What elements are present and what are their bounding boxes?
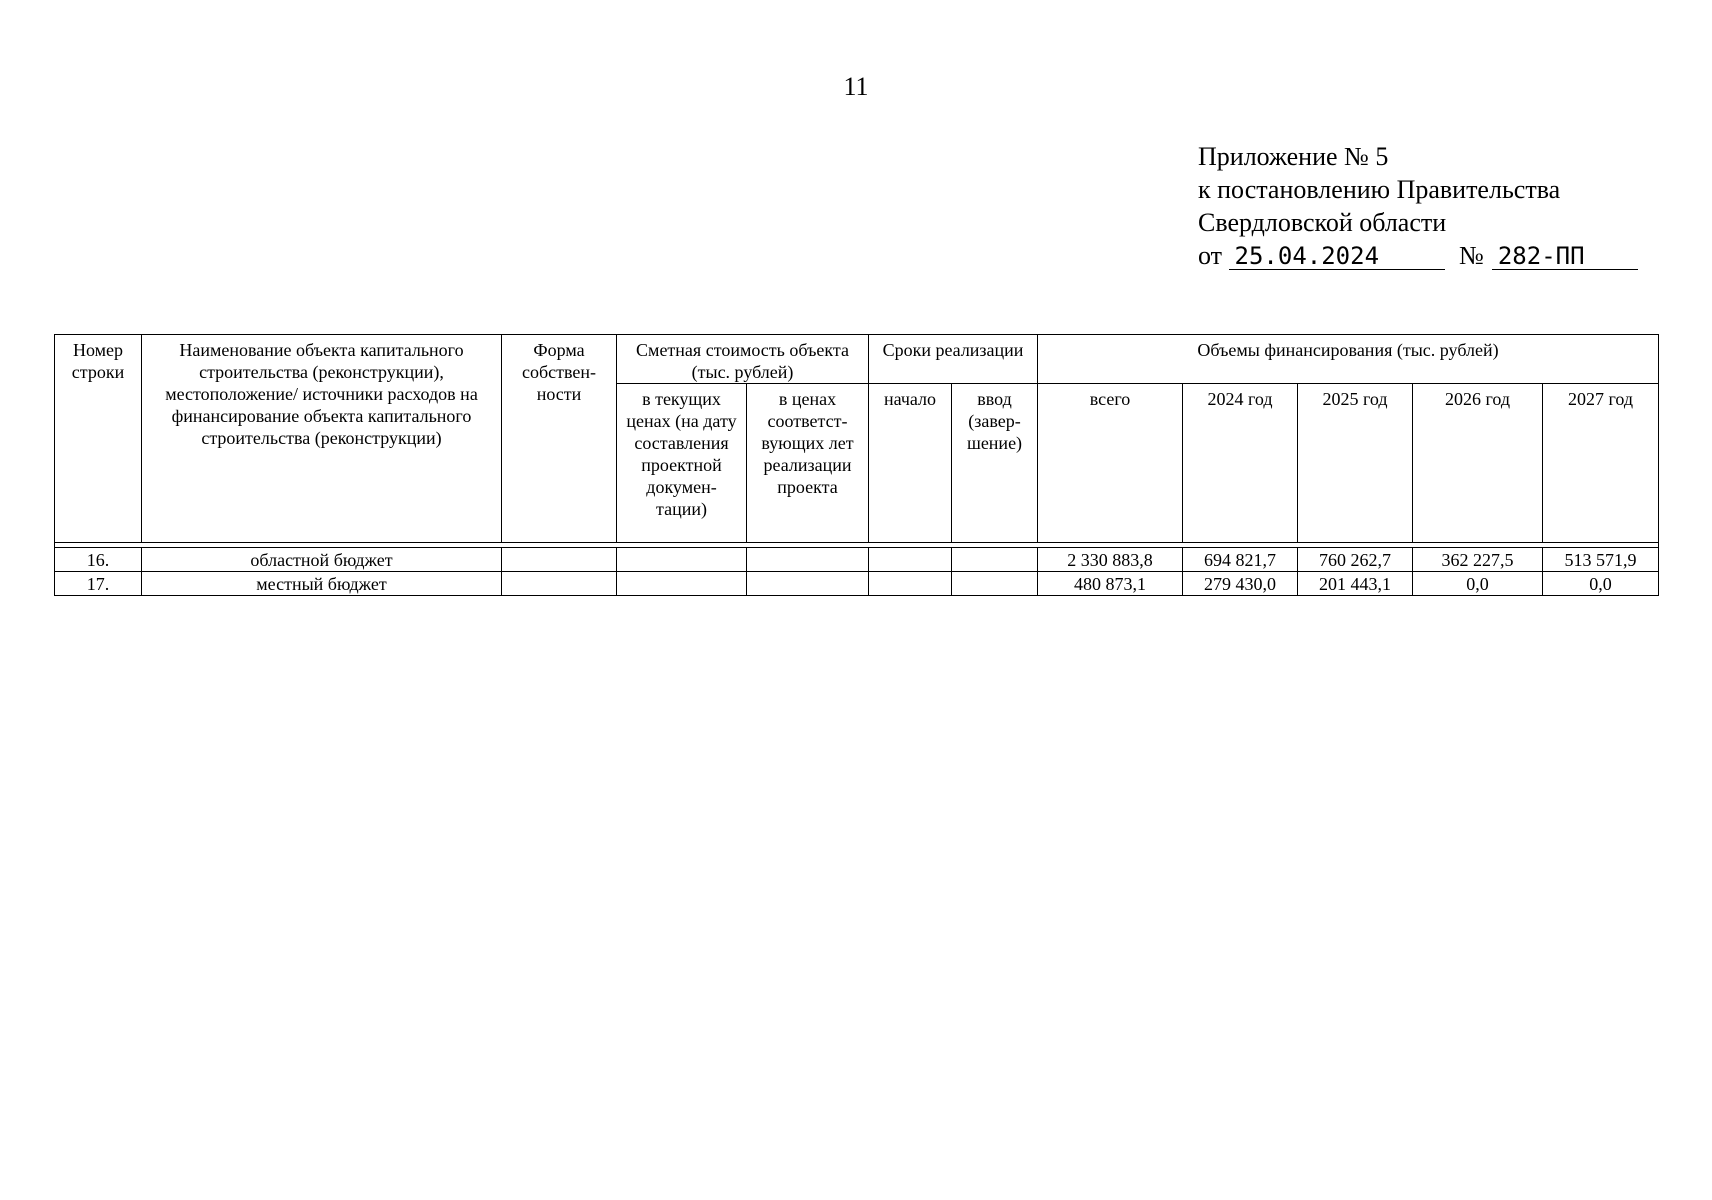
from-label: от [1198,241,1223,270]
header-row-number: Номер строки [55,335,142,543]
row-start [869,572,952,596]
number-label: № [1459,241,1484,270]
row-completion [952,548,1038,572]
header-2024: 2024 год [1183,384,1298,543]
row-name: местный бюджет [142,572,502,596]
row-current-prices [617,548,747,572]
row-2024: 694 821,7 [1183,548,1298,572]
appendix-header [1198,140,1658,272]
row-name: областной бюджет [142,548,502,572]
row-corresponding-prices [747,548,869,572]
row-2026: 0,0 [1413,572,1543,596]
table-row [55,548,1659,572]
row-start [869,548,952,572]
table-row [55,572,1659,596]
appendix-title: Приложение № 5 [1198,142,1389,171]
header-2025: 2025 год [1298,384,1413,543]
header-corresponding-prices: в ценах соответст-вующих лет реализации проекта [747,384,869,543]
header-completion: ввод (завер-шение) [952,384,1038,543]
header-timeline: Сроки реализации [869,335,1038,384]
row-number: 17. [55,572,142,596]
header-start: начало [869,384,952,543]
financing-table [54,334,1659,596]
row-current-prices [617,572,747,596]
header-2026: 2026 год [1413,384,1543,543]
row-2027: 513 571,9 [1543,548,1659,572]
row-2024: 279 430,0 [1183,572,1298,596]
resolution-date: 25.04.2024 [1229,243,1445,270]
header-2027: 2027 год [1543,384,1659,543]
row-ownership [502,572,617,596]
header-current-prices: в текущих ценах (на дату составления проектной докумен-тации) [617,384,747,543]
header-estimated-cost: Сметная стоимость объекта (тыс. рублей) [617,335,869,384]
row-2025: 201 443,1 [1298,572,1413,596]
appendix-resolution: к постановлению Правительства [1198,175,1561,204]
header-funding: Объемы финансирования (тыс. рублей) [1038,335,1659,384]
appendix-region: Свердловской области [1198,208,1447,237]
row-completion [952,572,1038,596]
row-ownership [502,548,617,572]
appendix-date-line [1198,239,1658,272]
row-number: 16. [55,548,142,572]
row-2025: 760 262,7 [1298,548,1413,572]
resolution-number: 282-ПП [1492,243,1638,270]
row-2026: 362 227,5 [1413,548,1543,572]
row-2027: 0,0 [1543,572,1659,596]
header-name: Наименование объекта капитального строительства (реконструкции), местоположение/ источники расходов на финансирование объекта капитального строительства (реконструкции) [142,335,502,543]
header-ownership: Форма собствен-ности [502,335,617,543]
page-number: 11 [843,72,869,101]
row-total: 2 330 883,8 [1038,548,1183,572]
header-total: всего [1038,384,1183,543]
row-total: 480 873,1 [1038,572,1183,596]
row-corresponding-prices [747,572,869,596]
